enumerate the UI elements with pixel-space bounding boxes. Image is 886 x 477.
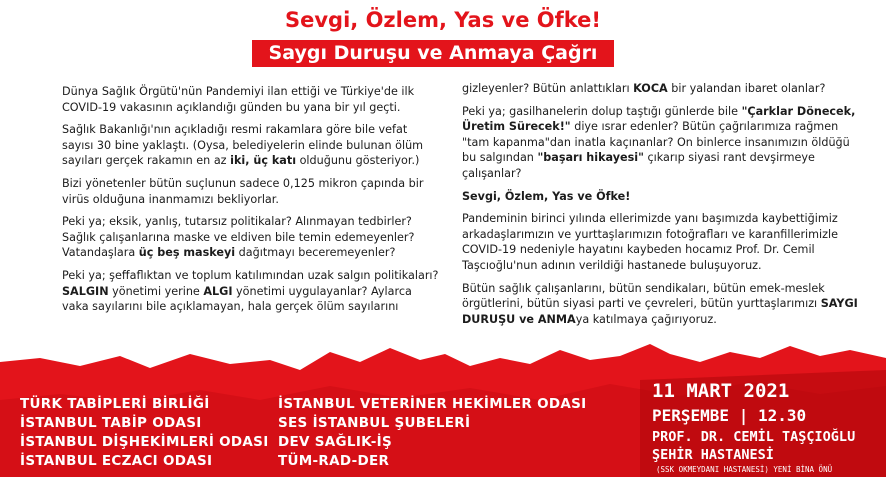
left-text-column [62, 84, 442, 322]
event-venue: ŞEHİR HASTANESİ [652, 447, 774, 463]
organization-name: TÜM-RAD-DER [278, 453, 390, 469]
right-text-column [462, 81, 862, 334]
paragraph: Peki ya; şeffaflıktan ve toplum katılımından uzak salgın politikaları? SALGIN yönetimi yerine ALGI yönetimi uygulayanlar? Aylarca vaka sayılarını bile açıklamayan, hala gerçek ölüm sayılarını [62, 268, 439, 314]
event-day-time: PERŞEMBE | 12.30 [652, 406, 807, 425]
footer-banner [0, 340, 886, 477]
paragraph: Pandeminin birinci yılında ellerimizde yanı başımızda kaybettiğimiz arkadaşlarımızın ve yurttaşlarımızın fotoğrafları ve karanfillerimizle COVID-19 nedeniyle hayatını kaybeden hocamız Prof. Dr. Cemil Taşcıoğlu'nun adının verildiği hastanede buluşuyoruz. [462, 212, 839, 272]
event-venue: PROF. DR. CEMİL TAŞÇIOĞLU [652, 429, 856, 445]
organization-name: DEV SAĞLIK-İŞ [278, 434, 392, 450]
event-date: 11 MART 2021 [652, 380, 790, 402]
paragraph: Peki ya; gasilhanelerin dolup taştığı günlerde bile "Çarklar Dönecek, Üretim Sürecek!" diye ısrar edenler? Bütün çağrılarımıza rağmen "tam kapanma"dan inatla kaçınanlar? On binlerce insanımızın öldüğü bu salgından "başarı hikayesi" çıkarıp siyasi rant devşirmeye çalışanlar? [462, 104, 856, 180]
organization-name: İSTANBUL DİŞHEKİMLERİ ODASI [20, 434, 269, 450]
paragraph: Bütün sağlık çalışanlarını, bütün sendikaları, bütün emek-meslek örgütlerini, bütün siyasi parti ve çevreleri, bütün yurttaşlarımızı SAYGI DURUŞU ve ANMAya katılmaya çağırıyoruz. [462, 281, 858, 326]
organization-name: SES İSTANBUL ŞUBELERİ [278, 415, 471, 431]
poster-title: Sevgi, Özlem, Yas ve Öfke! [285, 8, 601, 32]
organization-name: İSTANBUL VETERİNER HEKİMLER ODASI [278, 396, 587, 412]
section-heading: Sevgi, Özlem, Yas ve Öfke! [462, 189, 631, 203]
organization-name: İSTANBUL TABİP ODASI [20, 415, 202, 431]
paragraph: Dünya Sağlık Örgütü'nün Pandemiyi ilan ettiği ve Türkiye'de ilk COVID-19 vakasının açıklandığı günden bu yana bir yıl geçti. [62, 85, 415, 114]
poster-subtitle: Saygı Duruşu ve Anmaya Çağrı [252, 40, 614, 67]
paragraph: Peki ya; eksik, yanlış, tutarsız politikalar? Alınmayan tedbirler? Sağlık çalışanlarına maske ve eldiven bile temin edemeyenler? Vatandaşlara üç beş maskeyi dağıtmayı beceremeyenler? [62, 215, 415, 260]
organization-name: İSTANBUL ECZACI ODASI [20, 453, 213, 469]
paragraph: gizleyenler? Bütün anlattıkları KOCA bir yalandan ibaret olanlar? [462, 82, 826, 95]
paragraph: Bizi yönetenler bütün suçlunun sadece 0,125 mikron çapında bir virüs olduğuna inanmamızı bekliyorlar. [62, 176, 424, 206]
organization-name: TÜRK TABİPLERİ BİRLİĞİ [20, 396, 210, 412]
paragraph: Sağlık Bakanlığı'nın açıkladığı resmi rakamlara göre bile vefat sayısı 30 bine yaklaştı. (Oysa, belediyelerin elinde bulunan ölüm sayıları gerçek rakamın en az iki, üç katı olduğunu gösteriyor.) [62, 123, 424, 168]
event-venue-note: (SSK OKMEYDANI HASTANESİ) YENİ BİNA ÖNÜ [656, 465, 833, 474]
